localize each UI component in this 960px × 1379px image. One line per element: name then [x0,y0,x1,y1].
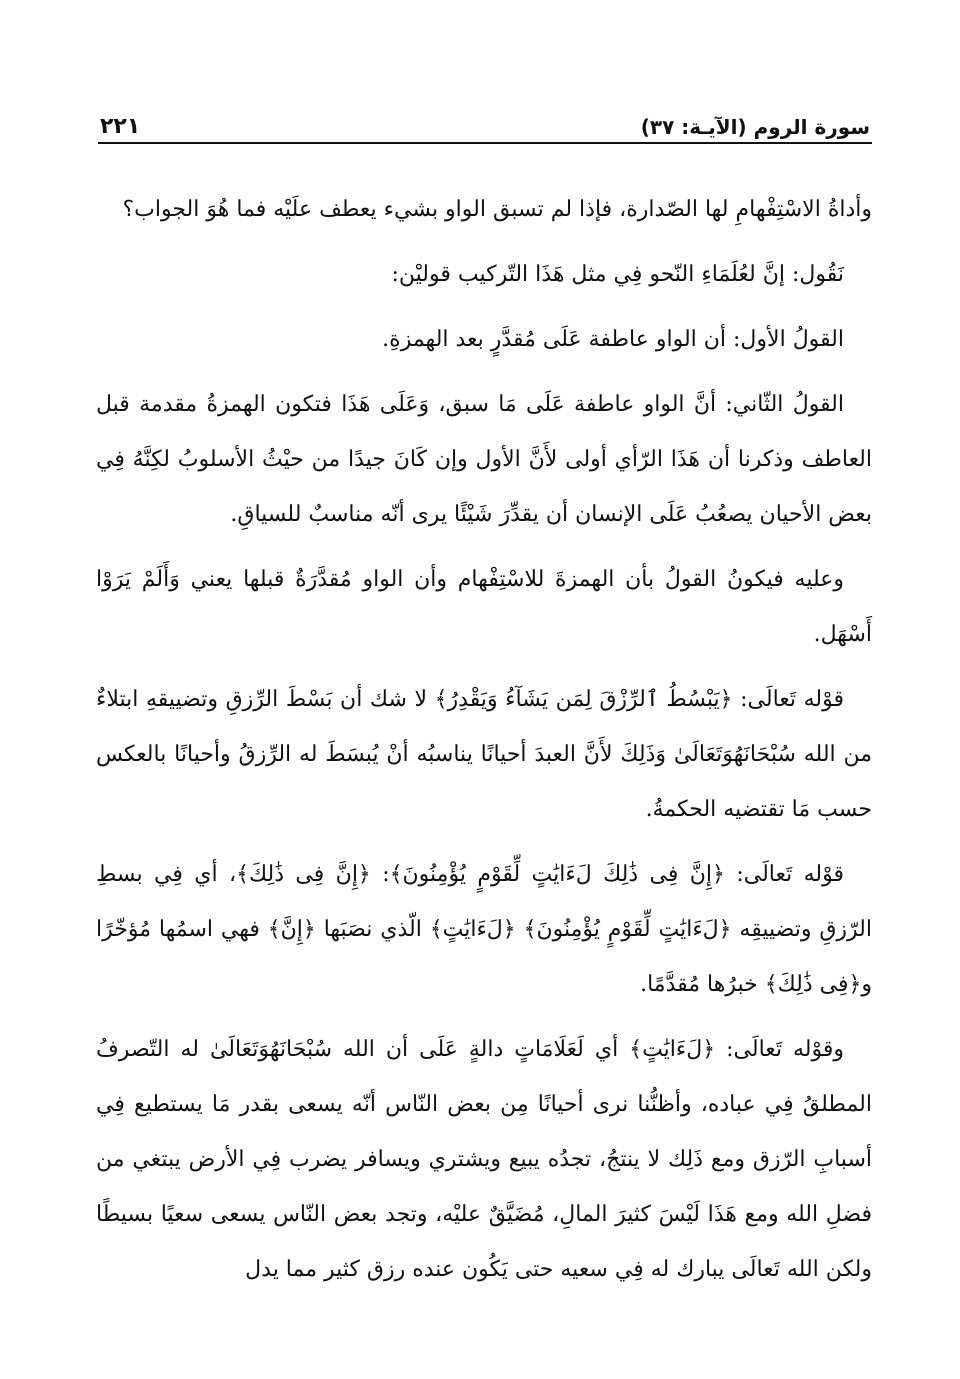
running-header-title: سورة الروم (الآيـة: ٣٧) [640,115,870,139]
page-body [96,182,872,1307]
paragraph: نَقُول: إنَّ لعُلَمَاءِ النّحو فِي مثل هَذَا التّركيب قوليْن: [391,262,844,287]
running-header [100,100,870,140]
paragraph: القولُ الثّاني: أنَّ الواو عاطفة عَلَى مَا سبق، وَعَلَى هَذَا فتكون الهمزةُ مقدمة قبل العاطف وذكرنا أن هَذَا الرّأي أولى لأَنَّ الأول وإن كَانَ جيدًا من حيْثُ الأسلوبُ لكِنَّهُ فِي بعض الأحيان يصعُبُ عَلَى الإنسان أن يقدِّرَ شَيْئًا يرى أنّه مناسبٌ للسياقِ. [96,392,872,527]
paragraph: وعليه فيكونُ القولُ بأن الهمزةَ للاسْتِفْهام وأن الواو مُقدَّرَةٌ قبلها يعني وَأَلَمْ يَرَوْا أَسْهَل. [96,567,872,647]
paragraph: القولُ الأول: أن الواو عاطفة عَلَى مُقدَّرٍ بعد الهمزةِ. [382,327,844,352]
paragraph: قوْله تَعالَى: ﴿إِنَّ فِى ذَٰلِكَ لَءَايَٰتٍ لِّقَوْمٍ يُؤْمِنُونَ﴾: ﴿إِنَّ فِى ذَٰلِكَ﴾، أي فِي بسطِ الرّزقِ وتضييقِه ﴿لَءَايَٰتٍ لِّقَوْمٍ يُؤْمِنُونَ﴾ ﴿لَءَايَٰتٍ﴾ الّذي نصَبَها ﴿إِنَّ﴾ فهي اسمُها مُؤخّرًا و﴿فِى ذَٰلِكَ﴾ خبرُها مُقدَّمًا. [96,862,872,997]
paragraph: قوْله تَعالَى: ﴿يَبْسُطُ ٱلرِّزْقَ لِمَن يَشَآءُ وَيَقْدِرُ﴾ لا شك أن بَسْطَ الرِّزقِ وتضييقهِ ابتلاءٌ من الله سُبْحَانَهُوَتَعَالَىٰ وَذَلِكَ لأَنَّ العبدَ أحيانًا يناسبُه أنْ يُبسَطَ له الرِّزقُ وأحيانًا بالعكس حسب مَا تقتضيه الحكمةُ. [96,687,872,822]
paragraph: وقوْله تَعالَى: ﴿لَءَايَٰتٍ﴾ أي لَعَلَامَاتٍ دالةٍ عَلَى أن الله سُبْحَانَهُوَتَعَالَىٰ له التّصرفُ المطلقُ فِي عباده، وأظنُّنا نرى أحيانًا مِن بعض النّاس أنّه يسعى بقدر مَا يستطيع فِي أسبابِ الرّزق ومع ذَلِك لا ينتجُ، تجدُه يبيع ويشتري ويسافر يضرب فِي الأرض يبتغي من فضلِ الله ومع هَذَا لَيْسَ كثيرَ المالِ، مُضَيَّقٌ عليْه، وتجد بعض النّاس يسعى سعيًا بسيطًا ولكن الله تَعالَى يبارك له فِي سعيه حتى يَكُون عنده رزق كثير مما يدل [96,1037,872,1282]
header-divider [98,142,872,144]
page-number: ٢٢١ [100,114,141,139]
paragraph: وأداةُ الاسْتِفْهامِ لها الصّدارة، فإذا لم تسبق الواو بشيء يعطف علَيْه فما هُوَ الجواب؟ [122,197,872,222]
